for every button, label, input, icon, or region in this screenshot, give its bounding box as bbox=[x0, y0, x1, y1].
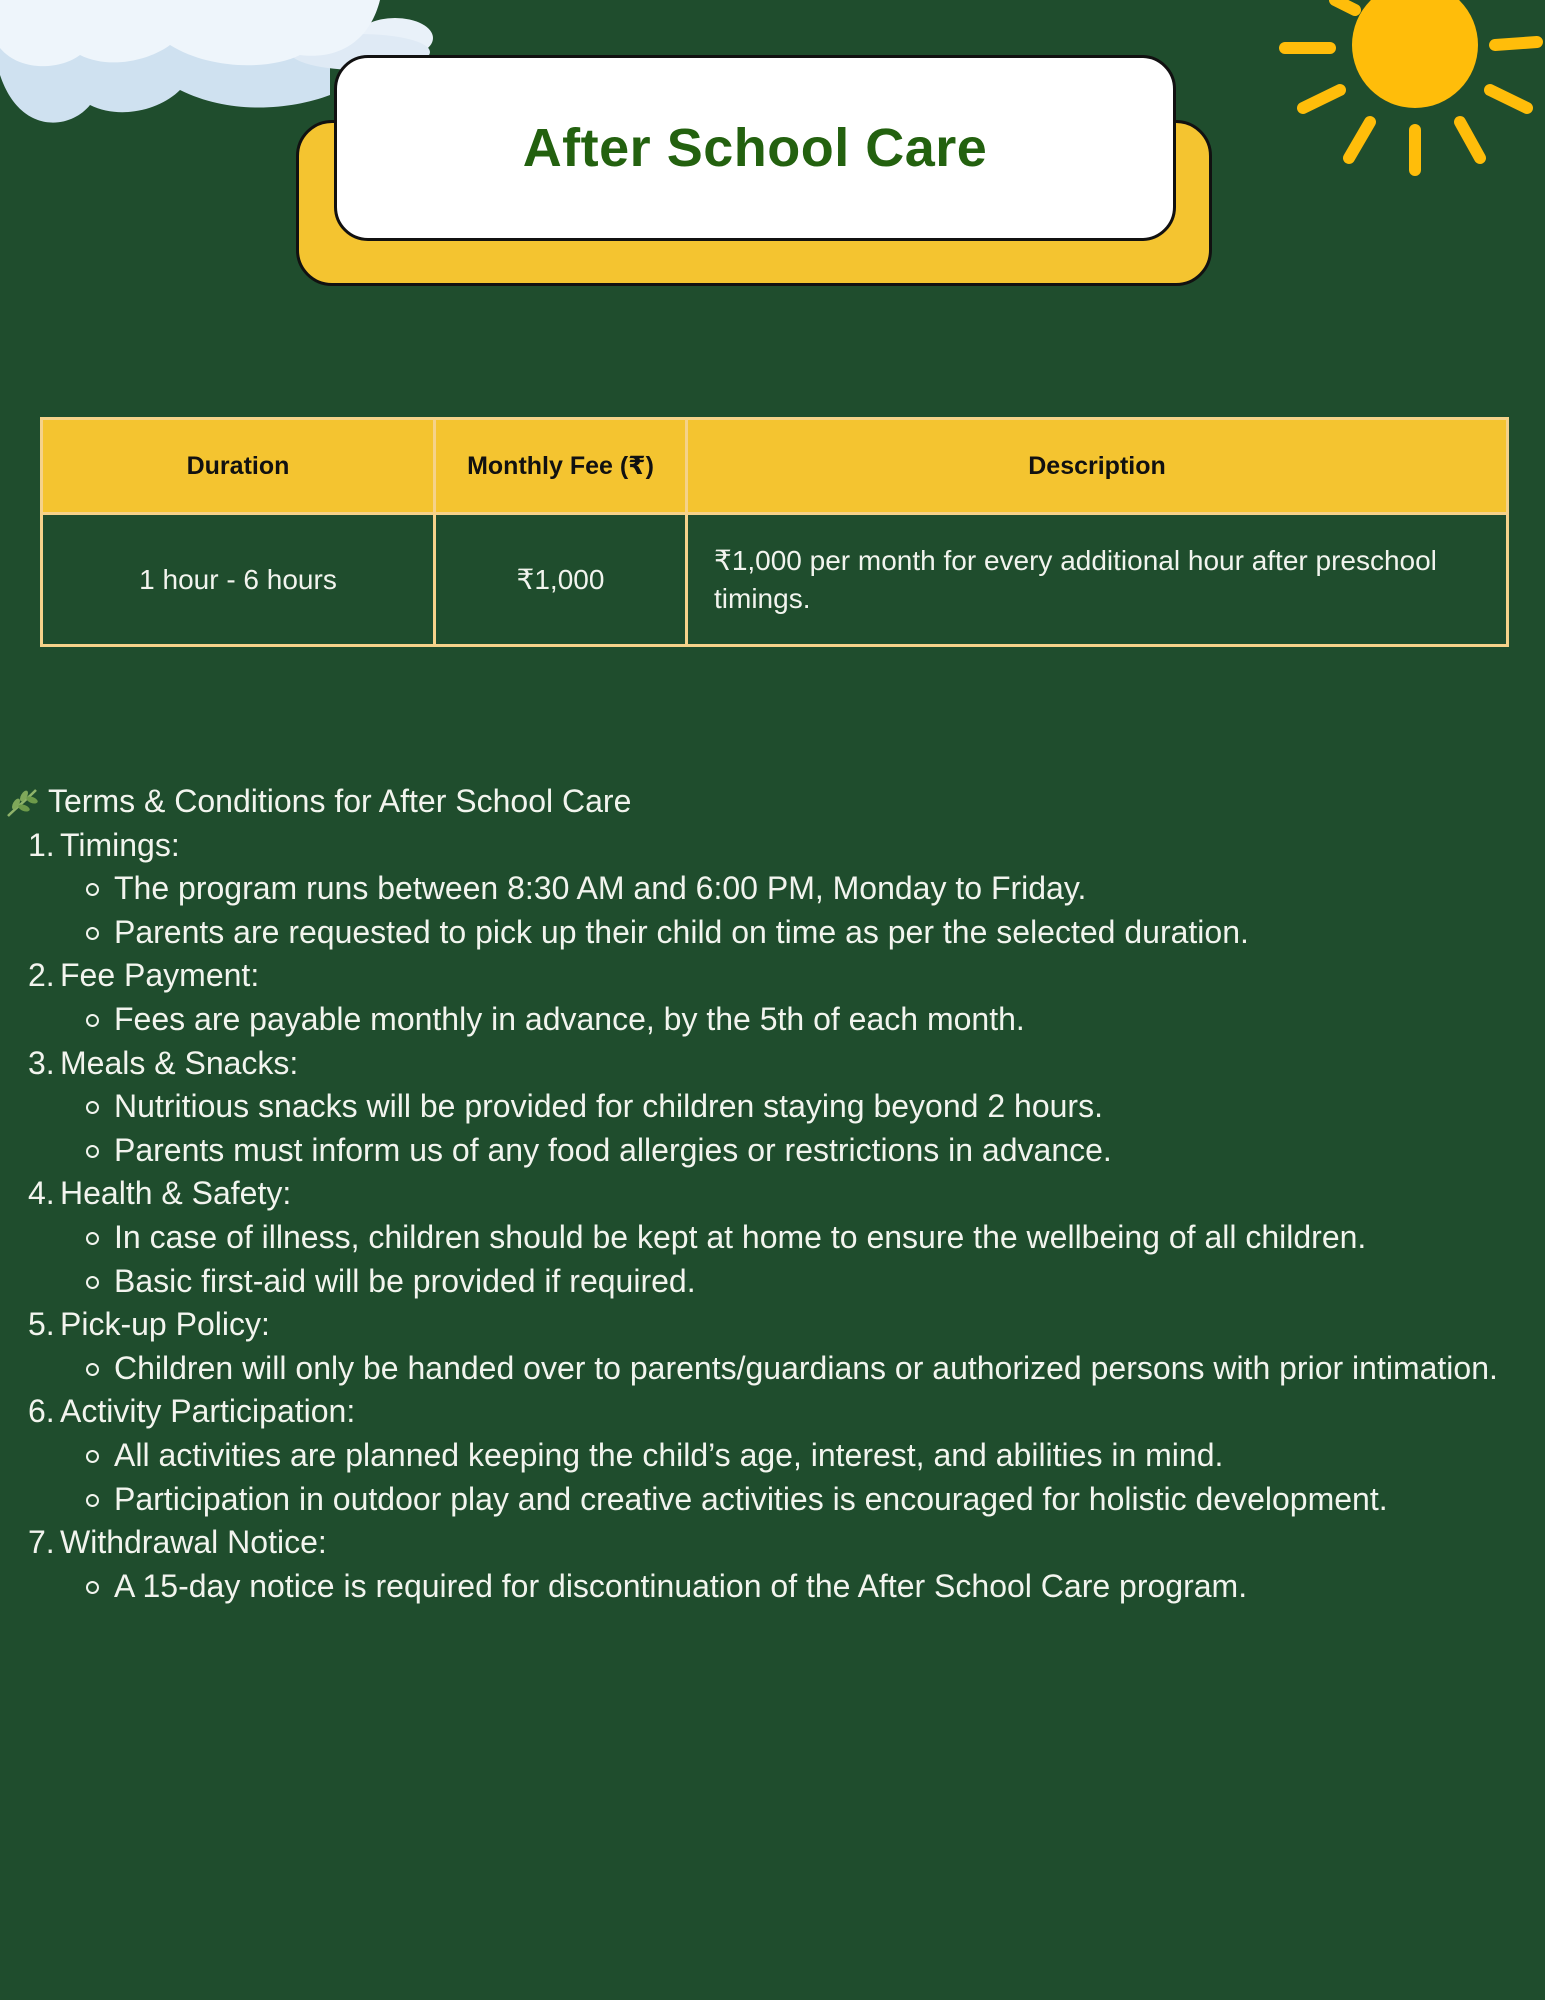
term-title: Pick-up Policy: bbox=[60, 1306, 270, 1343]
cell-description: ₹1,000 per month for every additional hour after preschool timings. bbox=[687, 514, 1508, 646]
term-number: 3. bbox=[28, 1044, 55, 1081]
column-header-monthly-fee: Monthly Fee (₹) bbox=[435, 419, 687, 514]
term-item bbox=[4, 1042, 1544, 1173]
term-point: Children will only be handed over to parents/guardians or authorized persons with prior intimation. bbox=[60, 1347, 1544, 1391]
term-title: Timings: bbox=[60, 826, 180, 863]
term-item bbox=[4, 1521, 1544, 1608]
term-point: Nutritious snacks will be provided for children staying beyond 2 hours. bbox=[60, 1085, 1544, 1129]
term-number: 5. bbox=[28, 1306, 55, 1343]
term-item bbox=[4, 1172, 1544, 1303]
table-header-row bbox=[42, 419, 1508, 514]
terms-list bbox=[4, 824, 1544, 1609]
cell-duration: 1 hour - 6 hours bbox=[42, 514, 435, 646]
term-item bbox=[4, 954, 1544, 1041]
term-title: Meals & Snacks: bbox=[60, 1044, 299, 1081]
term-title: Activity Participation: bbox=[60, 1393, 356, 1430]
term-point: A 15-day notice is required for discontinuation of the After School Care program. bbox=[60, 1565, 1544, 1609]
term-title: Health & Safety: bbox=[60, 1175, 292, 1212]
term-number: 7. bbox=[28, 1524, 55, 1561]
term-points bbox=[60, 998, 1544, 1042]
term-number: 4. bbox=[28, 1175, 55, 1212]
term-title: Withdrawal Notice: bbox=[60, 1524, 327, 1561]
term-point: Participation in outdoor play and creative activities is encouraged for holistic development. bbox=[60, 1478, 1544, 1522]
table-row bbox=[42, 514, 1508, 646]
term-points bbox=[60, 1565, 1544, 1609]
term-item bbox=[4, 824, 1544, 955]
terms-section bbox=[4, 780, 1544, 1608]
term-point: Basic first-aid will be provided if required. bbox=[60, 1260, 1544, 1304]
terms-heading: Terms & Conditions for After School Care bbox=[48, 783, 632, 819]
column-header-description: Description bbox=[687, 419, 1508, 514]
term-item bbox=[4, 1303, 1544, 1390]
term-number: 2. bbox=[28, 957, 55, 994]
term-points bbox=[60, 867, 1544, 954]
term-number: 1. bbox=[28, 826, 55, 863]
term-point: All activities are planned keeping the child’s age, interest, and abilities in mind. bbox=[60, 1434, 1544, 1478]
term-title: Fee Payment: bbox=[60, 957, 260, 994]
term-point: Parents are requested to pick up their child on time as per the selected duration. bbox=[60, 911, 1544, 955]
term-point: The program runs between 8:30 AM and 6:00 PM, Monday to Friday. bbox=[60, 867, 1544, 911]
term-point: Fees are payable monthly in advance, by the 5th of each month. bbox=[60, 998, 1544, 1042]
term-points bbox=[60, 1216, 1544, 1303]
sun-icon bbox=[1275, 0, 1545, 185]
title-card bbox=[334, 55, 1176, 241]
leaf-icon bbox=[4, 784, 40, 820]
term-points bbox=[60, 1347, 1544, 1391]
term-number: 6. bbox=[28, 1393, 55, 1430]
page-title: After School Care bbox=[522, 118, 988, 178]
term-item bbox=[4, 1390, 1544, 1521]
fee-table bbox=[40, 417, 1509, 647]
term-point: In case of illness, children should be kept at home to ensure the wellbeing of all children. bbox=[60, 1216, 1544, 1260]
term-points bbox=[60, 1085, 1544, 1172]
cell-monthly-fee: ₹1,000 bbox=[435, 514, 687, 646]
term-points bbox=[60, 1434, 1544, 1521]
term-point: Parents must inform us of any food allergies or restrictions in advance. bbox=[60, 1129, 1544, 1173]
terms-heading-row bbox=[4, 780, 1544, 824]
column-header-duration: Duration bbox=[42, 419, 435, 514]
